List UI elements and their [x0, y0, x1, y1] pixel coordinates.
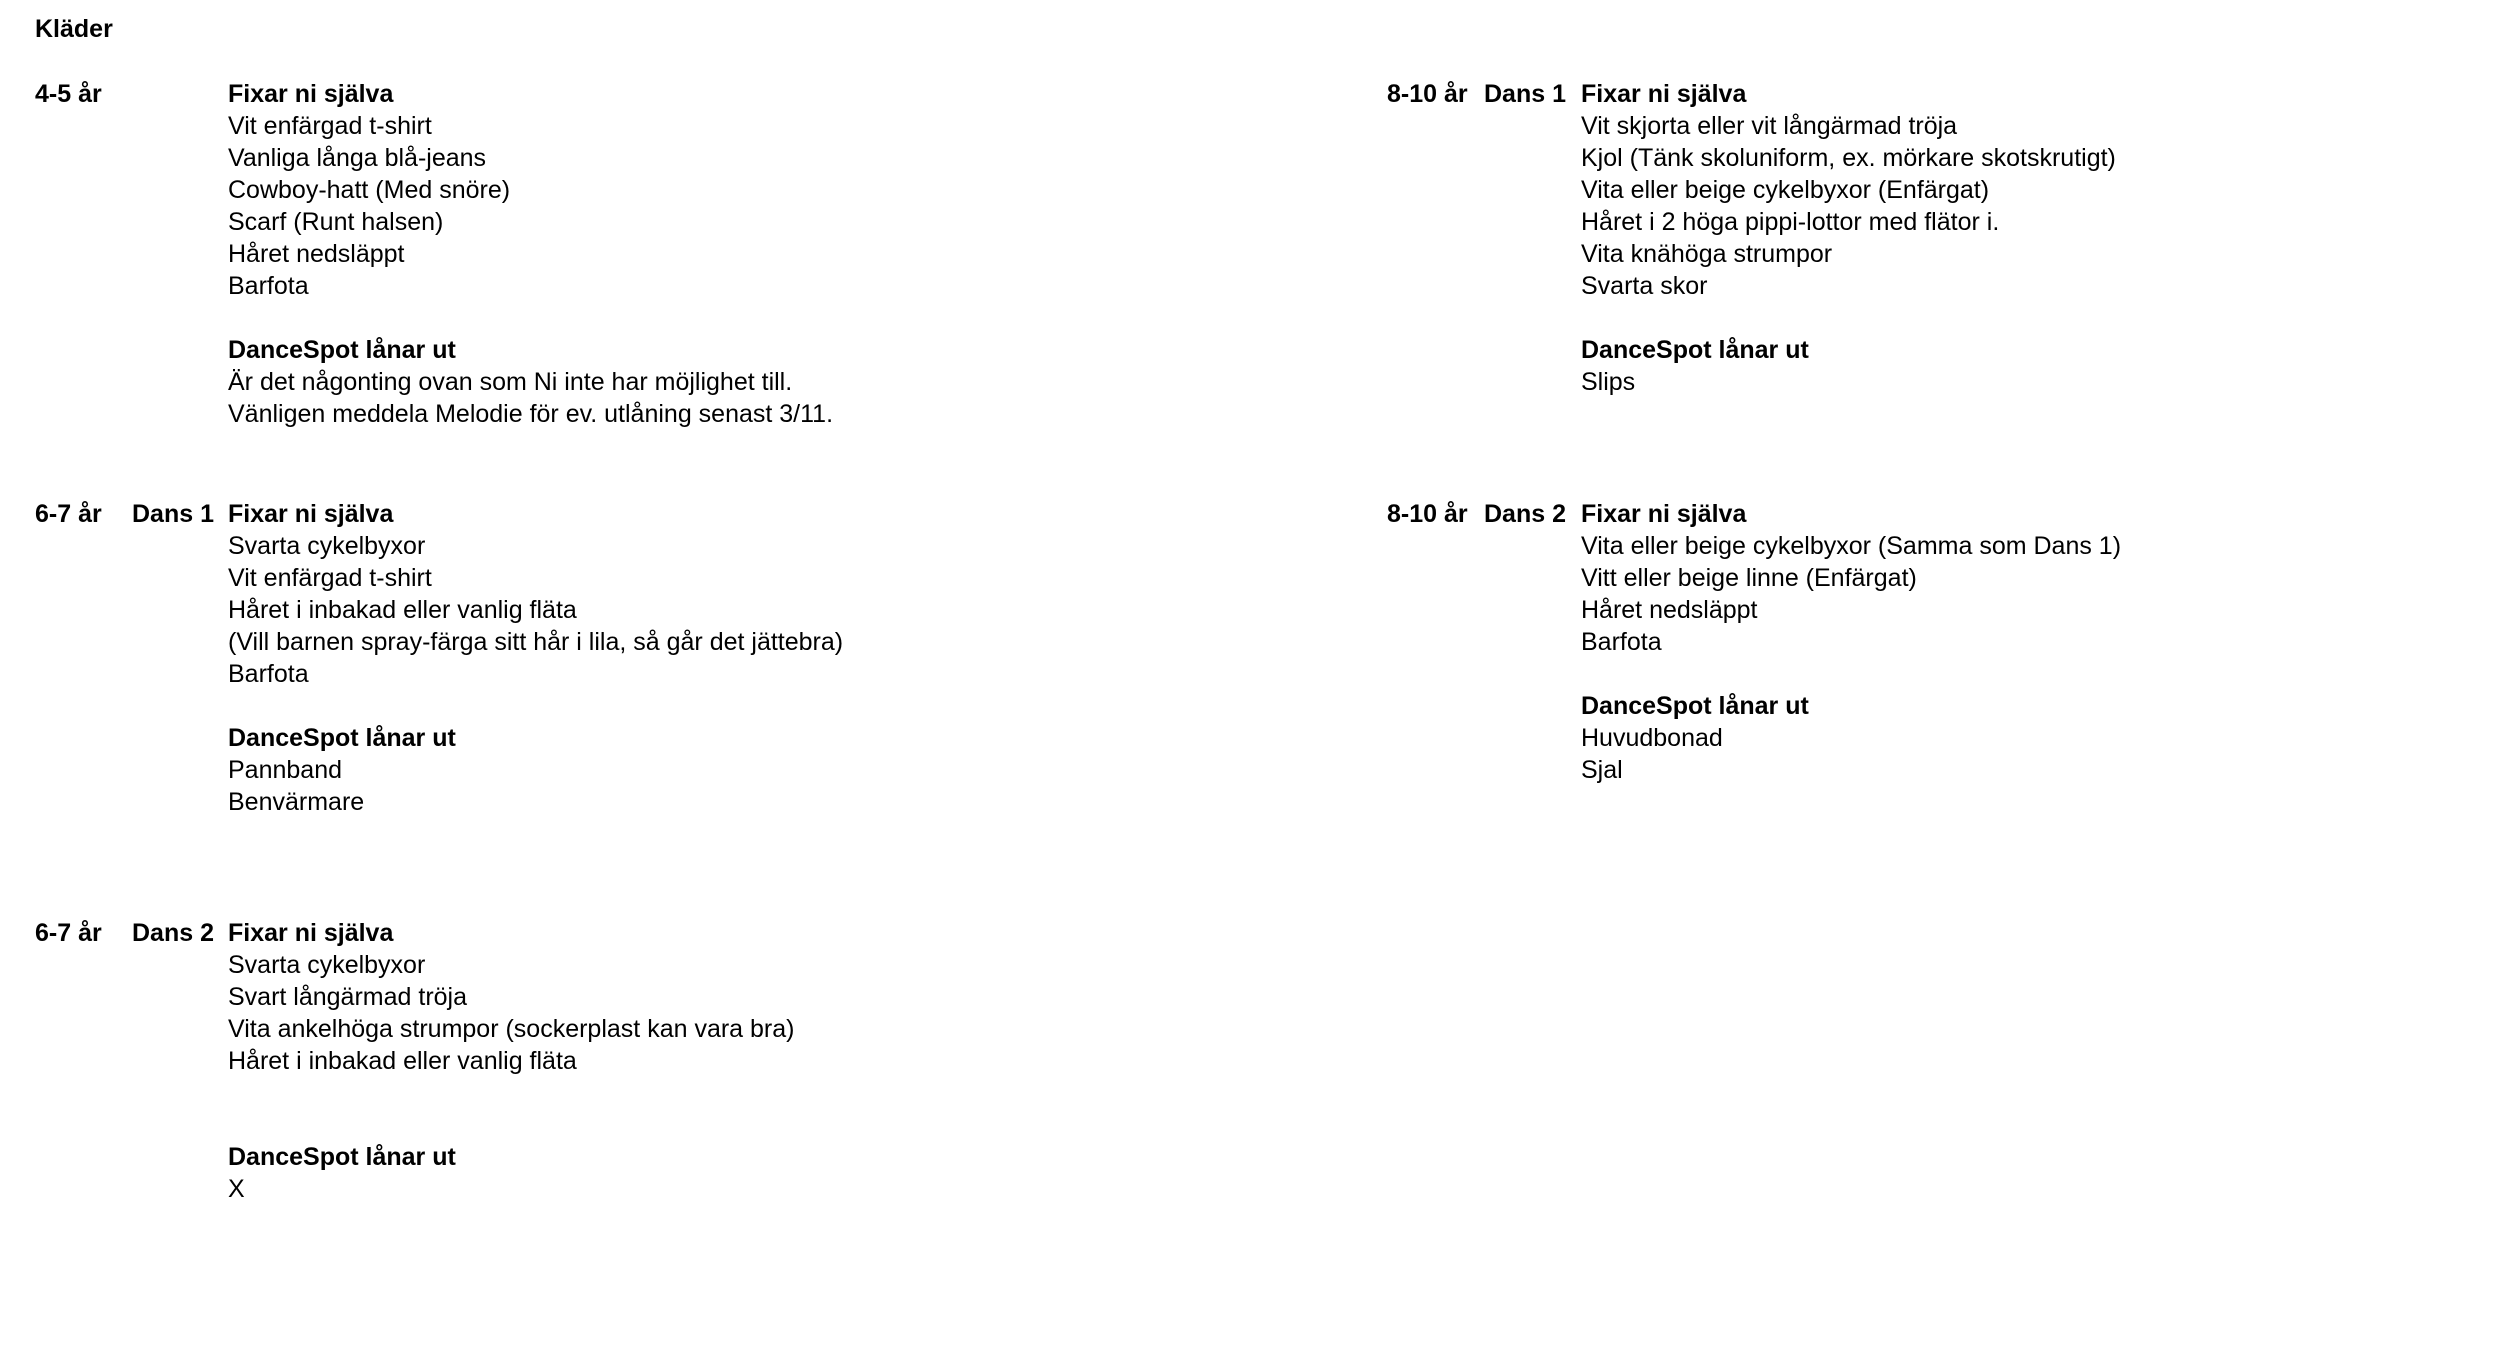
self-item: Vit enfärgad t-shirt: [228, 112, 432, 140]
self-item: Håret nedsläppt: [1581, 596, 1758, 624]
spacer: [228, 690, 843, 722]
spacer: [1581, 302, 2116, 334]
self-item: Svarta cykelbyxor: [228, 951, 426, 979]
lend-item: Är det någonting ovan som Ni inte har möjlighet till.: [228, 368, 793, 396]
self-heading: Fixar ni själva: [228, 500, 394, 528]
self-heading: Fixar ni själva: [228, 919, 394, 947]
self-item: (Vill barnen spray-färga sitt hår i lila, så går det jättebra): [228, 628, 844, 656]
self-item: Håret i inbakad eller vanlig fläta: [228, 596, 577, 624]
self-item: Håret nedsläppt: [228, 240, 405, 268]
dans-label: Dans 1: [132, 500, 214, 528]
self-heading: Fixar ni själva: [1581, 80, 1747, 108]
self-item: Vita ankelhöga strumpor (sockerplast kan vara bra): [228, 1015, 795, 1043]
self-item: Svarta cykelbyxor: [228, 532, 426, 560]
dans-label: Dans 2: [132, 919, 214, 947]
self-item: Vit enfärgad t-shirt: [228, 564, 432, 592]
self-item: Vanliga långa blå-jeans: [228, 144, 487, 172]
spacer: [228, 302, 833, 334]
self-item: Svarta skor: [1581, 272, 1708, 300]
section-content: [1581, 498, 2121, 786]
self-heading: Fixar ni själva: [228, 80, 394, 108]
self-item: Håret i inbakad eller vanlig fläta: [228, 1047, 577, 1075]
self-item: Vitt eller beige linne (Enfärgat): [1581, 564, 1917, 592]
age-label: 6-7 år: [35, 919, 102, 947]
self-heading: Fixar ni själva: [1581, 500, 1747, 528]
self-item: Vita knähöga strumpor: [1581, 240, 1833, 268]
self-item: Barfota: [228, 272, 309, 300]
lend-heading: DanceSpot lånar ut: [1581, 336, 1809, 364]
self-item: Barfota: [228, 660, 309, 688]
lend-heading: DanceSpot lånar ut: [228, 724, 456, 752]
section-content: [1581, 78, 2116, 398]
age-label: 8-10 år: [1387, 500, 1468, 528]
lend-item: X: [228, 1175, 245, 1203]
self-item: Vita eller beige cykelbyxor (Samma som Dans 1): [1581, 532, 2122, 560]
dans-label: Dans 2: [1484, 500, 1566, 528]
self-item: Scarf (Runt halsen): [228, 208, 444, 236]
lend-heading: DanceSpot lånar ut: [228, 336, 456, 364]
lend-item: Sjal: [1581, 756, 1623, 784]
lend-item: Vänligen meddela Melodie för ev. utlåning senast 3/11.: [228, 400, 834, 428]
self-item: Cowboy-hatt (Med snöre): [228, 176, 511, 204]
spacer: [228, 1077, 794, 1141]
self-item: Vita eller beige cykelbyxor (Enfärgat): [1581, 176, 1990, 204]
dans-label: Dans 1: [1484, 80, 1566, 108]
lend-heading: DanceSpot lånar ut: [228, 1143, 456, 1171]
lend-item: Huvudbonad: [1581, 724, 1723, 752]
age-label: 8-10 år: [1387, 80, 1468, 108]
age-label: 6-7 år: [35, 500, 102, 528]
self-item: Barfota: [1581, 628, 1662, 656]
self-item: Kjol (Tänk skoluniform, ex. mörkare skotskrutigt): [1581, 144, 2116, 172]
age-label: 4-5 år: [35, 80, 102, 108]
spacer: [1581, 658, 2121, 690]
page-title: Kläder: [35, 15, 113, 43]
section-content: [228, 78, 833, 430]
self-item: Vit skjorta eller vit långärmad tröja: [1581, 112, 1958, 140]
self-item: Svart långärmad tröja: [228, 983, 468, 1011]
section-content: [228, 498, 843, 818]
lend-item: Pannband: [228, 756, 343, 784]
section-content: [228, 917, 794, 1205]
lend-item: Slips: [1581, 368, 1636, 396]
lend-heading: DanceSpot lånar ut: [1581, 692, 1809, 720]
self-item: Håret i 2 höga pippi-lottor med flätor i.: [1581, 208, 2000, 236]
lend-item: Benvärmare: [228, 788, 365, 816]
